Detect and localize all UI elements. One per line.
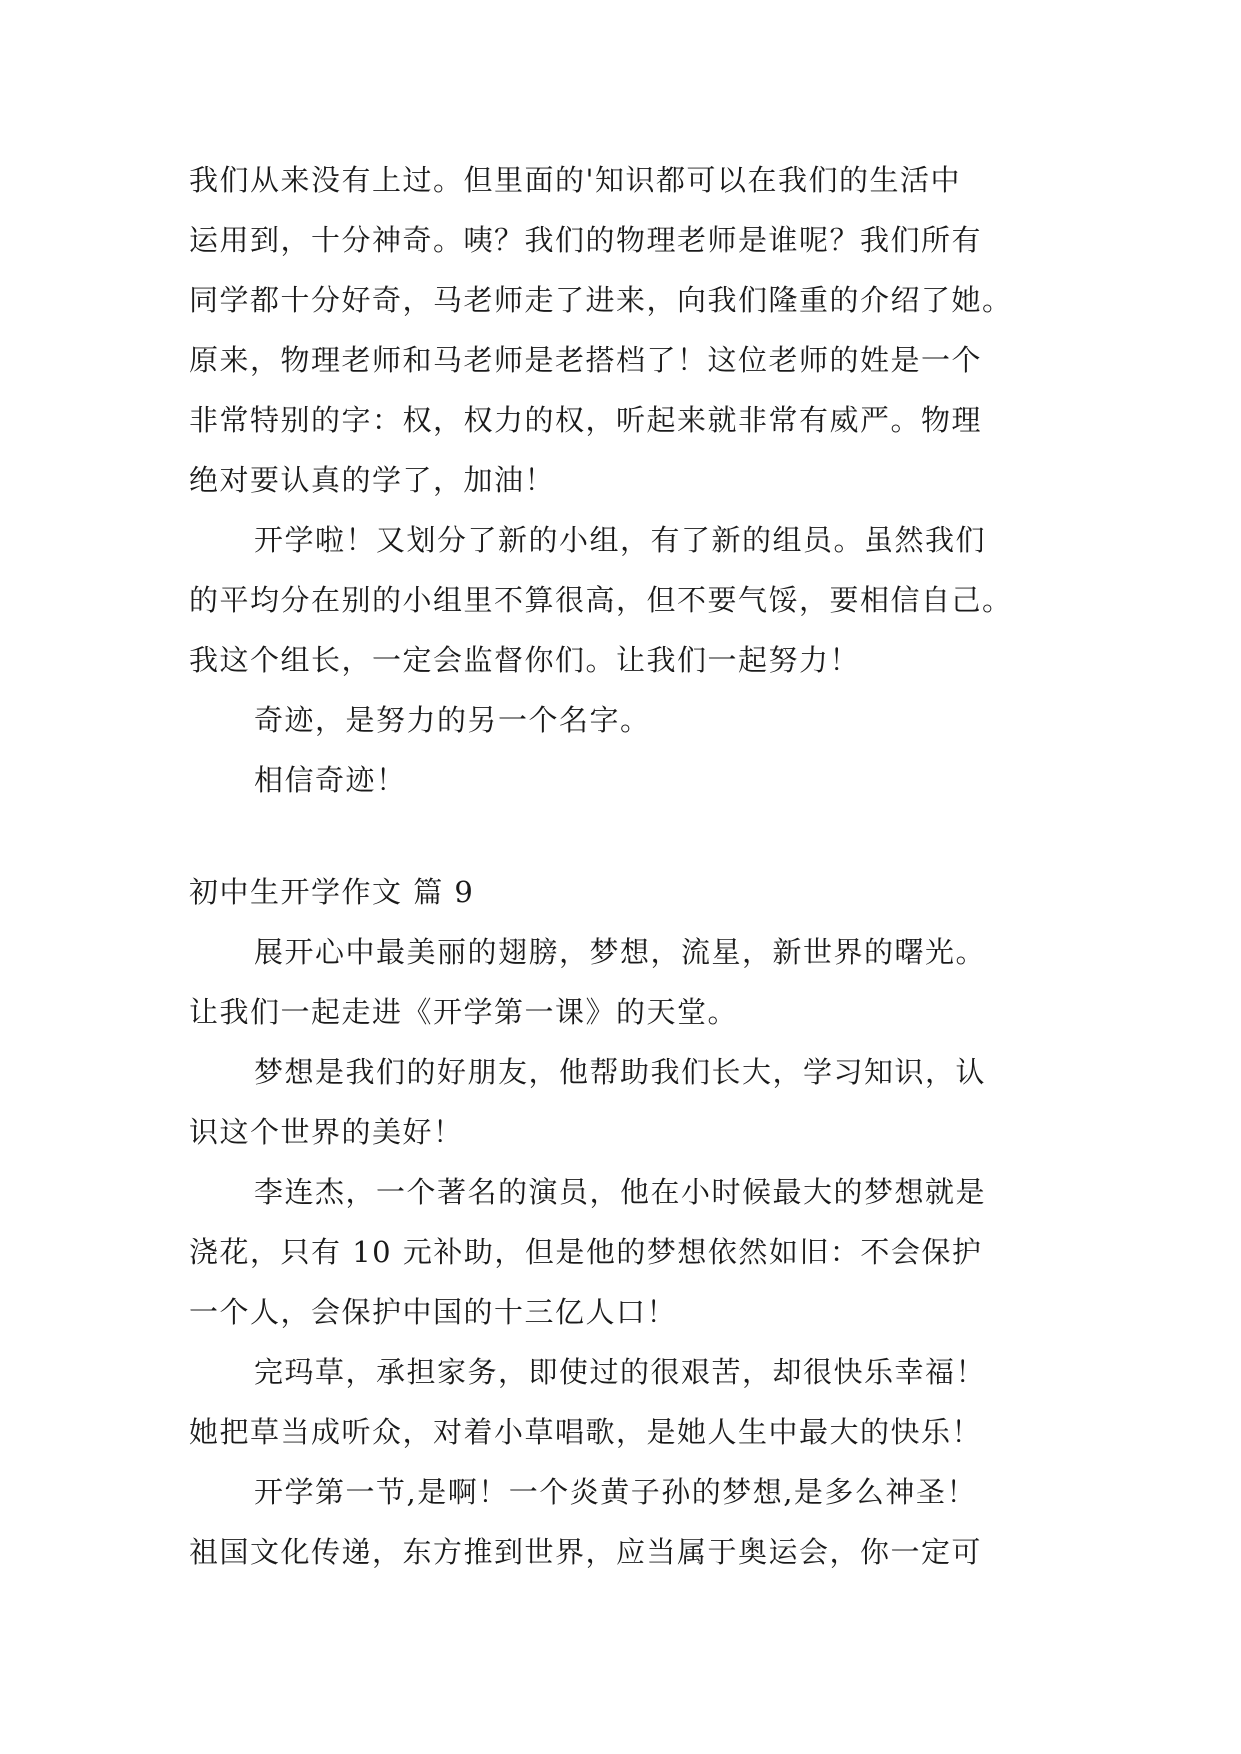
text-line: 浇花，只有 10 元补助，但是他的梦想依然如旧：不会保护 (189, 1235, 983, 1269)
paragraph-first-line: 完玛草，承担家务，即使过的很艰苦，却很快乐幸福！ (254, 1355, 987, 1389)
paragraph-first-line: 展开心中最美丽的翅膀，梦想，流星，新世界的曙光。 (254, 935, 987, 969)
paragraph-first-line: 梦想是我们的好朋友，他帮助我们长大，学习知识，认 (254, 1055, 987, 1089)
paragraph-first-line: 李连杰，一个著名的演员，他在小时候最大的梦想就是 (254, 1175, 987, 1209)
paragraph-first-line: 奇迹，是努力的另一个名字。 (254, 703, 651, 737)
text-line: 绝对要认真的学了，加油！ (189, 463, 556, 497)
text-line: 祖国文化传递，东方推到世界，应当属于奥运会，你一定可 (189, 1535, 983, 1569)
text-line: 我们从来没有上过。但里面的'知识都可以在我们的生活中 (189, 163, 961, 197)
text-line: 一个人，会保护中国的十三亿人口！ (189, 1295, 678, 1329)
text-line: 原来，物理老师和马老师是老搭档了！这位老师的姓是一个 (189, 343, 983, 377)
text-line: 我这个组长，一定会监督你们。让我们一起努力！ (189, 643, 861, 677)
text-line: 识这个世界的美好！ (189, 1115, 464, 1149)
text-line: 让我们一起走进《开学第一课》的天堂。 (189, 995, 739, 1029)
section-heading: 初中生开学作文 篇 9 (189, 875, 475, 909)
text-line: 非常特别的字：权，权力的权，听起来就非常有威严。物理 (189, 403, 983, 437)
paragraph-first-line: 开学啦！又划分了新的小组，有了新的组员。虽然我们 (254, 523, 987, 557)
paragraph-first-line: 相信奇迹！ (254, 763, 407, 797)
paragraph-first-line: 开学第一节,是啊！一个炎黄子孙的梦想,是多么神圣！ (254, 1475, 977, 1509)
text-line: 运用到，十分神奇。咦？我们的物理老师是谁呢？我们所有 (189, 223, 983, 257)
text-line: 的平均分在别的小组里不算很高，但不要气馁，要相信自己。 (189, 583, 1013, 617)
text-line: 她把草当成听众，对着小草唱歌，是她人生中最大的快乐！ (189, 1415, 983, 1449)
text-line: 同学都十分好奇，马老师走了进来，向我们隆重的介绍了她。 (189, 283, 1013, 317)
